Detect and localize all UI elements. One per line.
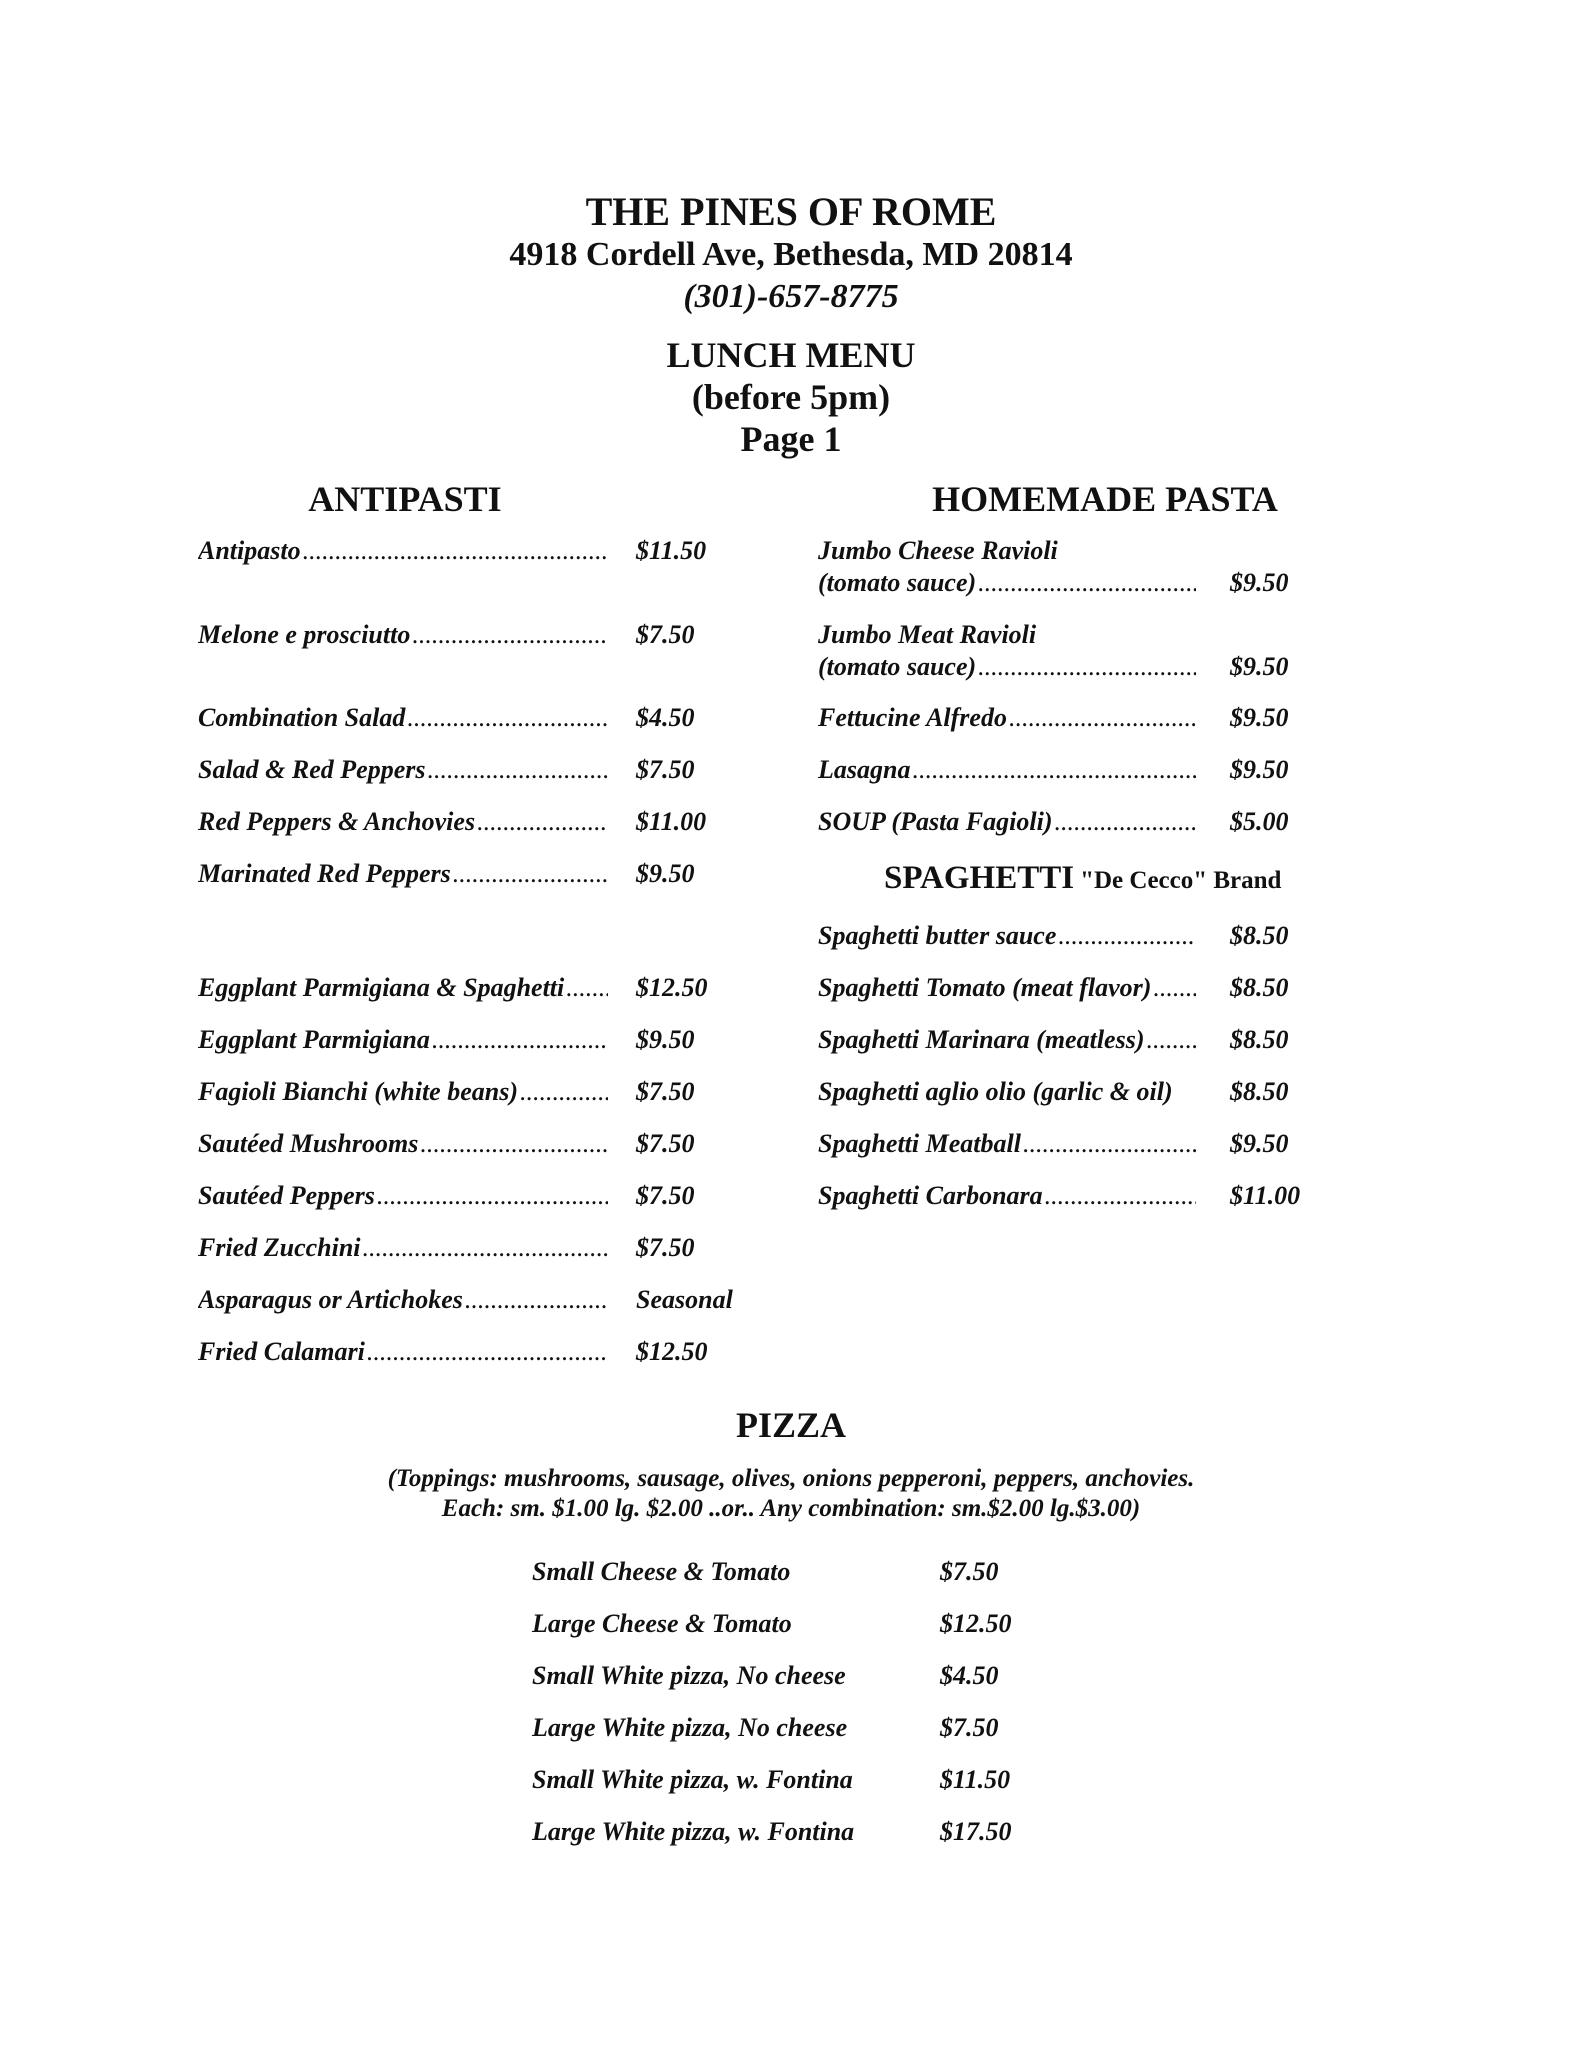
- item-name: Spaghetti Marinara (meatless): [818, 1025, 1145, 1054]
- item-name: Spaghetti Tomato (meat flavor): [818, 973, 1152, 1002]
- menu-item: [198, 703, 608, 733]
- restaurant-address: 4918 Cordell Ave, Bethesda, MD 20814: [509, 236, 1073, 273]
- dot-leader: [520, 1077, 608, 1107]
- dot-leader: [1045, 1181, 1196, 1211]
- dot-leader: [363, 1233, 608, 1263]
- menu-title: LUNCH MENU: [666, 335, 916, 375]
- item-name: Fettucine Alfredo: [818, 703, 1007, 732]
- menu-item: [198, 536, 608, 566]
- item-name: Marinated Red Peppers: [198, 859, 451, 888]
- antipasti-heading: ANTIPASTI: [308, 479, 502, 519]
- item-name: Sautéed Mushrooms: [198, 1129, 419, 1158]
- item-price: $9.50: [1230, 1129, 1289, 1158]
- item-name: Melone e prosciutto: [198, 620, 411, 649]
- item-price: $9.50: [636, 859, 695, 888]
- item-name: Spaghetti aglio olio (garlic & oil): [818, 1077, 1173, 1106]
- menu-item: [818, 1129, 1196, 1159]
- item-price: $7.50: [636, 1233, 695, 1262]
- item-name: Eggplant Parmigiana & Spaghetti: [198, 973, 565, 1002]
- dot-leader: [912, 755, 1196, 785]
- item-price: $7.50: [636, 620, 695, 649]
- item-price: $9.50: [1230, 755, 1289, 784]
- item-price: $7.50: [940, 1557, 999, 1586]
- dot-leader: [1153, 973, 1196, 1003]
- spaghetti-heading-row: [884, 860, 1281, 897]
- item-price: $9.50: [1230, 652, 1289, 681]
- menu-item: [818, 568, 1196, 598]
- item-price: $4.50: [636, 703, 695, 732]
- item-price: Seasonal: [636, 1285, 733, 1314]
- menu-item: [818, 755, 1196, 785]
- item-name: Jumbo Cheese Ravioli: [818, 536, 1058, 565]
- menu-item: [198, 1285, 608, 1315]
- dot-leader: [978, 652, 1196, 682]
- spaghetti-heading: SPAGHETTI: [884, 860, 1075, 896]
- item-name: Large Cheese & Tomato: [532, 1609, 792, 1638]
- item-name: Lasagna: [818, 755, 911, 784]
- item-name: Spaghetti Carbonara: [818, 1181, 1043, 1210]
- dot-leader: [303, 536, 608, 566]
- item-subtitle: (tomato sauce): [818, 568, 977, 597]
- item-name: Jumbo Meat Ravioli: [818, 620, 1037, 649]
- menu-item: [198, 1181, 608, 1211]
- dot-leader: [1009, 703, 1196, 733]
- item-price: $8.50: [1230, 1025, 1289, 1054]
- menu-item: [198, 859, 608, 889]
- item-name: Spaghetti butter sauce: [818, 921, 1057, 950]
- item-price: $11.50: [636, 536, 707, 565]
- menu-item: [818, 652, 1196, 682]
- menu-item: [198, 807, 608, 837]
- item-name: Large White pizza, w. Fontina: [532, 1817, 855, 1846]
- dot-leader: [1054, 807, 1196, 837]
- menu-item: [818, 921, 1196, 951]
- dot-leader: [1023, 1129, 1196, 1159]
- restaurant-phone: (301)-657-8775: [683, 278, 899, 315]
- pasta-heading: HOMEMADE PASTA: [932, 479, 1278, 519]
- item-subtitle: (tomato sauce): [818, 652, 977, 681]
- menu-item: [818, 1181, 1196, 1211]
- item-price: $11.00: [636, 807, 707, 836]
- dot-leader: [407, 703, 608, 733]
- item-price: $7.50: [636, 1129, 695, 1158]
- item-price: $11.50: [940, 1765, 1011, 1794]
- menu-item: [198, 1077, 608, 1107]
- item-name: Fagioli Bianchi (white beans): [198, 1077, 518, 1106]
- item-price: $7.50: [636, 1077, 695, 1106]
- item-name: Small White pizza, w. Fontina: [532, 1765, 853, 1794]
- menu-item: [198, 1025, 608, 1055]
- dot-leader: [566, 973, 608, 1003]
- menu-title-block: [0, 334, 1582, 460]
- item-price: $11.00: [1230, 1181, 1301, 1210]
- item-name: Antipasto: [198, 536, 301, 565]
- item-price: $12.50: [636, 973, 708, 1002]
- item-price: $9.50: [1230, 568, 1289, 597]
- pizza-toppings-line-1: (Toppings: mushrooms, sausage, olives, onions pepperoni, peppers, anchovies.: [387, 1465, 1195, 1492]
- dot-leader: [465, 1285, 608, 1315]
- pizza-toppings-line-2: Each: sm. $1.00 lg. $2.00 ..or.. Any combination: sm.$2.00 lg.$3.00): [441, 1495, 1141, 1522]
- menu-item: [818, 1025, 1196, 1055]
- item-price: $8.50: [1230, 921, 1289, 950]
- menu-item: [198, 973, 608, 1003]
- spaghetti-brand: "De Cecco" Brand: [1080, 867, 1282, 894]
- item-price: $9.50: [1230, 703, 1289, 732]
- item-price: $7.50: [636, 1181, 695, 1210]
- item-price: $8.50: [1230, 973, 1289, 1002]
- dot-leader: [420, 1129, 608, 1159]
- item-name: Large White pizza, No cheese: [532, 1713, 848, 1742]
- item-price: $12.50: [940, 1609, 1012, 1638]
- item-name: Combination Salad: [198, 703, 406, 732]
- menu-item: [198, 1129, 608, 1159]
- item-name: Small White pizza, No cheese: [532, 1661, 846, 1690]
- item-name: Red Peppers & Anchovies: [198, 807, 476, 836]
- item-price: $7.50: [940, 1713, 999, 1742]
- item-name: Sautéed Peppers: [198, 1181, 375, 1210]
- dot-leader: [412, 620, 608, 650]
- dot-leader: [453, 859, 608, 889]
- item-name: SOUP (Pasta Fagioli): [818, 807, 1053, 836]
- pizza-toppings-note: [0, 1464, 1582, 1524]
- dot-leader: [432, 1025, 608, 1055]
- pizza-heading: PIZZA: [735, 1405, 847, 1445]
- item-name: Fried Zucchini: [198, 1233, 361, 1262]
- item-price: $8.50: [1230, 1077, 1289, 1106]
- item-price: $7.50: [636, 755, 695, 784]
- item-price: $9.50: [636, 1025, 695, 1054]
- item-name: Spaghetti Meatball: [818, 1129, 1021, 1158]
- item-name: Small Cheese & Tomato: [532, 1557, 791, 1586]
- menu-item: [198, 1337, 608, 1367]
- item-name: Salad & Red Peppers: [198, 755, 426, 784]
- dot-leader: [978, 568, 1196, 598]
- dot-leader: [377, 1181, 608, 1211]
- menu-subtitle: (before 5pm): [691, 377, 891, 417]
- menu-item: [198, 620, 608, 650]
- item-name: Asparagus or Artichokes: [198, 1285, 463, 1314]
- item-name: Fried Calamari: [198, 1337, 365, 1366]
- dot-leader: [367, 1337, 608, 1367]
- menu-item: [818, 973, 1196, 1003]
- item-price: $17.50: [940, 1817, 1012, 1846]
- page-number: Page 1: [740, 419, 842, 459]
- menu-item: [198, 1233, 608, 1263]
- dot-leader: [1146, 1025, 1196, 1055]
- dot-leader: [477, 807, 608, 837]
- menu-item: [818, 807, 1196, 837]
- dot-leader: [1058, 921, 1196, 951]
- item-price: $12.50: [636, 1337, 708, 1366]
- item-price: $4.50: [940, 1661, 999, 1690]
- menu-item: [818, 703, 1196, 733]
- menu-item: [198, 755, 608, 785]
- item-name: Eggplant Parmigiana: [198, 1025, 430, 1054]
- item-price: $5.00: [1230, 807, 1289, 836]
- dot-leader: [428, 755, 609, 785]
- restaurant-name: THE PINES OF ROME: [585, 189, 997, 234]
